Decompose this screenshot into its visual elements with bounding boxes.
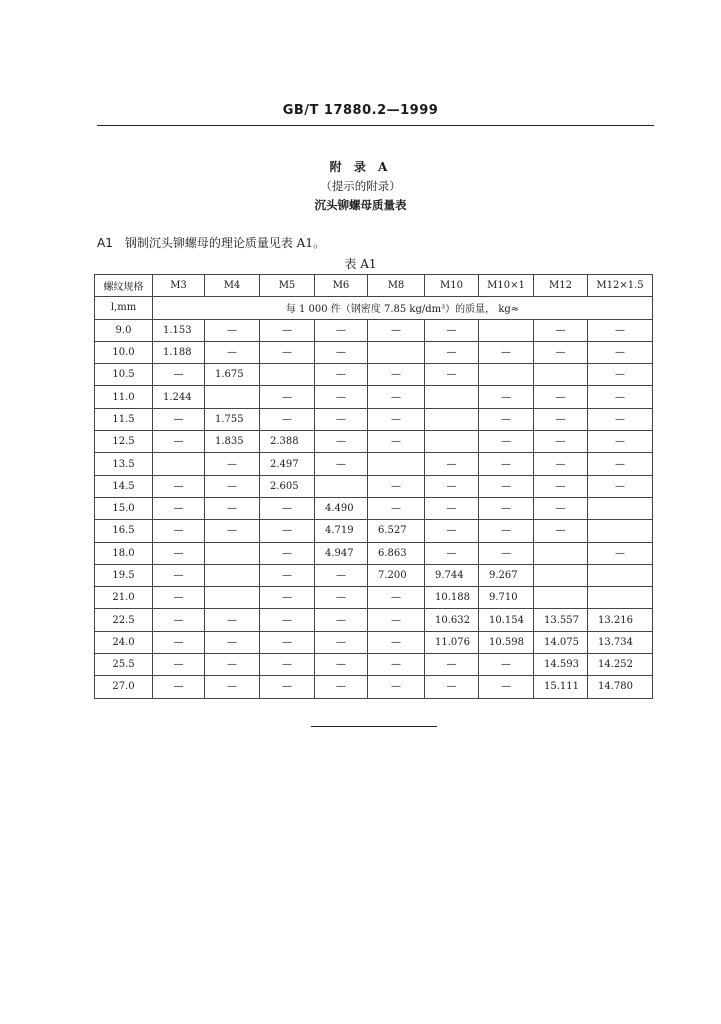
mass-value-cell: —	[534, 431, 588, 453]
mass-value-cell: —	[205, 497, 260, 519]
mass-value-cell: —	[588, 408, 653, 430]
mass-value-cell: 13.557	[534, 609, 588, 631]
mass-value-cell: —	[205, 609, 260, 631]
mass-value-cell: —	[153, 542, 205, 564]
mass-value-cell: —	[368, 408, 425, 430]
mass-value-cell: 13.734	[588, 631, 653, 653]
mass-value-cell: —	[368, 587, 425, 609]
row-length-cell: 11.5	[95, 408, 153, 430]
mass-value-cell: —	[534, 520, 588, 542]
mass-value-cell: —	[479, 654, 534, 676]
table-row	[95, 319, 653, 341]
intro-paragraph	[97, 234, 325, 251]
mass-value-cell: —	[260, 542, 315, 564]
mass-value-cell: —	[153, 587, 205, 609]
mass-value-cell: —	[153, 520, 205, 542]
row-length-cell: 9.0	[95, 319, 153, 341]
table-row	[95, 386, 653, 408]
unit-row-label: l,mm	[95, 297, 153, 319]
table-row	[95, 341, 653, 363]
mass-value-cell: —	[315, 631, 368, 653]
mass-value-cell: —	[153, 364, 205, 386]
column-header: M8	[368, 275, 425, 297]
row-length-cell: 27.0	[95, 676, 153, 698]
mass-value-cell: —	[260, 631, 315, 653]
mass-value-cell: —	[315, 364, 368, 386]
mass-value-cell: —	[153, 676, 205, 698]
mass-value-cell	[205, 587, 260, 609]
mass-value-cell	[205, 564, 260, 586]
column-header: M12	[534, 275, 588, 297]
mass-value-cell: 9.267	[479, 564, 534, 586]
mass-value-cell: —	[368, 475, 425, 497]
mass-value-cell: 15.111	[534, 676, 588, 698]
column-header: M4	[205, 275, 260, 297]
row-length-cell: 14.5	[95, 475, 153, 497]
table-row	[95, 631, 653, 653]
mass-value-cell: 1.188	[153, 341, 205, 363]
mass-value-cell: —	[588, 453, 653, 475]
mass-value-cell: 1.675	[205, 364, 260, 386]
mass-value-cell	[368, 453, 425, 475]
mass-value-cell: —	[425, 453, 479, 475]
mass-value-cell: —	[479, 453, 534, 475]
mass-table	[94, 274, 653, 699]
mass-value-cell: 4.719	[315, 520, 368, 542]
mass-value-cell: —	[425, 542, 479, 564]
annex-subtitle: （提示的附录）	[320, 179, 401, 193]
column-header: M10	[425, 275, 479, 297]
mass-value-cell: —	[260, 654, 315, 676]
mass-value-cell: —	[205, 654, 260, 676]
table-row	[95, 587, 653, 609]
mass-value-cell: —	[479, 542, 534, 564]
mass-value-cell: 7.200	[368, 564, 425, 586]
mass-value-cell	[153, 453, 205, 475]
mass-value-cell	[534, 587, 588, 609]
table-header-row	[95, 275, 653, 297]
mass-value-cell: —	[260, 520, 315, 542]
mass-value-cell: —	[153, 431, 205, 453]
row-length-cell: 13.5	[95, 453, 153, 475]
row-length-cell: 18.0	[95, 542, 153, 564]
column-header: M3	[153, 275, 205, 297]
mass-value-cell: —	[588, 319, 653, 341]
mass-value-cell	[534, 364, 588, 386]
table-caption: 表 A1	[344, 257, 377, 271]
mass-value-cell	[260, 364, 315, 386]
mass-value-cell: —	[588, 475, 653, 497]
mass-value-cell	[425, 431, 479, 453]
mass-value-cell	[588, 587, 653, 609]
column-header: M12×1.5	[588, 275, 653, 297]
row-length-cell: 11.0	[95, 386, 153, 408]
mass-value-cell: —	[479, 341, 534, 363]
mass-value-cell: —	[479, 520, 534, 542]
mass-value-cell: 14.075	[534, 631, 588, 653]
mass-value-cell: —	[425, 654, 479, 676]
mass-value-cell: —	[260, 408, 315, 430]
mass-value-cell: —	[534, 386, 588, 408]
mass-value-cell	[368, 341, 425, 363]
mass-value-cell: —	[534, 408, 588, 430]
mass-value-cell: —	[315, 431, 368, 453]
mass-value-cell: —	[479, 497, 534, 519]
mass-value-cell: —	[260, 676, 315, 698]
mass-value-cell: —	[588, 542, 653, 564]
mass-value-cell: —	[368, 654, 425, 676]
mass-value-cell: —	[315, 341, 368, 363]
column-header: M6	[315, 275, 368, 297]
mass-value-cell: 14.780	[588, 676, 653, 698]
table-row	[95, 475, 653, 497]
mass-value-cell	[479, 319, 534, 341]
mass-value-cell: 1.244	[153, 386, 205, 408]
mass-value-cell: 2.497	[260, 453, 315, 475]
mass-value-cell: —	[153, 609, 205, 631]
intro-text: 钢制沉头铆螺母的理论质量见表 A1。	[124, 236, 325, 250]
table-row	[95, 408, 653, 430]
mass-value-cell: —	[368, 609, 425, 631]
mass-value-cell: 14.252	[588, 654, 653, 676]
table-row	[95, 453, 653, 475]
row-length-cell: 12.5	[95, 431, 153, 453]
mass-value-cell: —	[479, 408, 534, 430]
mass-value-cell: —	[368, 676, 425, 698]
mass-value-cell: 11.076	[425, 631, 479, 653]
table-body	[95, 319, 653, 698]
mass-value-cell: 10.632	[425, 609, 479, 631]
mass-value-cell: —	[153, 654, 205, 676]
mass-value-cell: —	[153, 564, 205, 586]
mass-value-cell: 6.527	[368, 520, 425, 542]
column-header: M10×1	[479, 275, 534, 297]
mass-value-cell: —	[368, 631, 425, 653]
mass-value-cell: —	[368, 497, 425, 519]
mass-value-cell	[205, 386, 260, 408]
mass-value-cell: —	[315, 587, 368, 609]
mass-value-cell: —	[588, 386, 653, 408]
mass-value-cell: —	[425, 475, 479, 497]
mass-value-cell: —	[205, 676, 260, 698]
mass-value-cell: —	[534, 319, 588, 341]
mass-value-cell: —	[425, 676, 479, 698]
table-row	[95, 520, 653, 542]
row-length-cell: 10.5	[95, 364, 153, 386]
mass-value-cell: —	[315, 609, 368, 631]
mass-value-cell: —	[153, 631, 205, 653]
mass-value-cell: —	[534, 341, 588, 363]
mass-value-cell: —	[588, 431, 653, 453]
mass-value-cell: —	[368, 386, 425, 408]
mass-value-cell: —	[153, 408, 205, 430]
row-length-cell: 21.0	[95, 587, 153, 609]
mass-value-cell	[534, 542, 588, 564]
corner-label: 螺纹规格	[95, 275, 153, 297]
mass-value-cell: —	[315, 453, 368, 475]
mass-value-cell	[588, 564, 653, 586]
row-length-cell: 19.5	[95, 564, 153, 586]
mass-value-cell: —	[425, 520, 479, 542]
table-row	[95, 654, 653, 676]
annex-name: 沉头铆螺母质量表	[314, 198, 407, 212]
mass-value-cell: 4.947	[315, 542, 368, 564]
row-length-cell: 24.0	[95, 631, 153, 653]
mass-value-cell: —	[315, 676, 368, 698]
mass-value-cell: —	[315, 319, 368, 341]
mass-value-cell: —	[425, 497, 479, 519]
row-length-cell: 15.0	[95, 497, 153, 519]
mass-value-cell: —	[479, 431, 534, 453]
header-rule	[97, 125, 654, 126]
mass-value-cell	[534, 564, 588, 586]
row-length-cell: 16.5	[95, 520, 153, 542]
mass-value-cell	[479, 364, 534, 386]
mass-value-cell: 10.188	[425, 587, 479, 609]
mass-value-cell	[205, 542, 260, 564]
table-row	[95, 676, 653, 698]
mass-value-cell: —	[260, 587, 315, 609]
mass-value-cell: —	[153, 475, 205, 497]
mass-value-cell	[588, 497, 653, 519]
mass-value-cell	[315, 475, 368, 497]
row-length-cell: 25.5	[95, 654, 153, 676]
mass-value-cell: —	[260, 497, 315, 519]
mass-value-cell: —	[205, 453, 260, 475]
mass-value-cell	[425, 408, 479, 430]
mass-value-cell: 2.605	[260, 475, 315, 497]
row-length-cell: 22.5	[95, 609, 153, 631]
mass-value-cell: —	[205, 520, 260, 542]
table-row	[95, 431, 653, 453]
mass-value-cell: —	[479, 475, 534, 497]
mass-value-cell: —	[368, 364, 425, 386]
mass-value-cell: —	[315, 564, 368, 586]
mass-value-cell: —	[205, 341, 260, 363]
annex-title: 附 录 A	[329, 160, 392, 174]
unit-row	[95, 297, 653, 319]
table-row	[95, 497, 653, 519]
row-length-cell: 10.0	[95, 341, 153, 363]
mass-value-cell: —	[260, 386, 315, 408]
mass-value-cell: —	[260, 564, 315, 586]
mass-value-cell: 9.710	[479, 587, 534, 609]
mass-value-cell: 1.153	[153, 319, 205, 341]
mass-value-cell: —	[205, 631, 260, 653]
mass-value-cell: 14.593	[534, 654, 588, 676]
mass-value-cell: —	[260, 609, 315, 631]
mass-value-cell: —	[260, 319, 315, 341]
mass-value-cell: —	[205, 319, 260, 341]
mass-value-cell: 1.835	[205, 431, 260, 453]
mass-value-cell: —	[425, 319, 479, 341]
mass-value-cell: —	[588, 364, 653, 386]
mass-value-cell: —	[315, 654, 368, 676]
mass-value-cell: 2.388	[260, 431, 315, 453]
mass-value-cell: —	[368, 431, 425, 453]
table-row	[95, 364, 653, 386]
mass-value-cell: —	[315, 386, 368, 408]
mass-value-cell: —	[260, 341, 315, 363]
table-row	[95, 609, 653, 631]
column-header: M5	[260, 275, 315, 297]
mass-value-cell: —	[425, 341, 479, 363]
mass-value-cell: 10.598	[479, 631, 534, 653]
mass-value-cell: —	[479, 676, 534, 698]
table-row	[95, 564, 653, 586]
standard-header: GB/T 17880.2—1999	[282, 103, 439, 118]
mass-value-cell: —	[588, 341, 653, 363]
mass-value-cell: —	[368, 319, 425, 341]
mass-value-cell: —	[205, 475, 260, 497]
mass-value-cell	[588, 520, 653, 542]
mass-value-cell: —	[153, 497, 205, 519]
mass-value-cell: —	[534, 475, 588, 497]
end-rule	[311, 726, 437, 727]
table-row	[95, 542, 653, 564]
mass-value-cell: 9.744	[425, 564, 479, 586]
mass-value-cell: —	[534, 453, 588, 475]
clause-number: A1	[97, 236, 113, 250]
mass-value-cell: 10.154	[479, 609, 534, 631]
unit-row-text: 每 1 000 件（钢密度 7.85 kg/dm³）的质量， kg≈	[153, 297, 653, 319]
mass-value-cell: 13.216	[588, 609, 653, 631]
mass-value-cell	[425, 386, 479, 408]
mass-value-cell: —	[315, 408, 368, 430]
mass-value-cell: —	[425, 364, 479, 386]
mass-value-cell: 1.755	[205, 408, 260, 430]
mass-value-cell: 6.863	[368, 542, 425, 564]
mass-value-cell: 4.490	[315, 497, 368, 519]
mass-value-cell: —	[479, 386, 534, 408]
mass-value-cell: —	[534, 497, 588, 519]
